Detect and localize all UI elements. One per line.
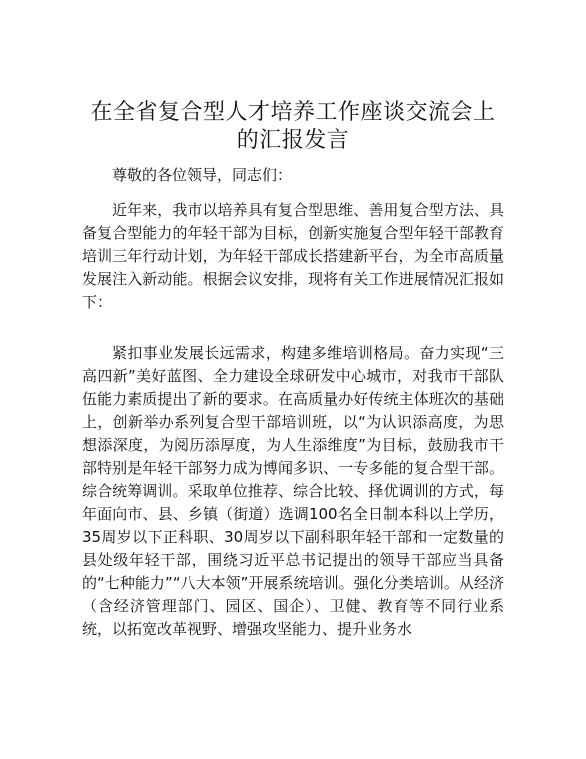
body-paragraph-1: 近年来，我市以培养具有复合型思维、善用复合型方法、具备复合型能力的年轻干部为目标，创新实施复合型年轻干部教育培训三年行动计划，为年轻干部成长搭建新平台，为全市高质量发展注入新动能。根据会议安排，现将有关工作进展情况汇报如下：	[82, 201, 504, 311]
body-paragraph-2: 紧扣事业发展长远需求，构建多维培训格局。奋力实现“三高四新”美好蓝图、全力建设全球研发中心城市，对我市干部队伍能力素质提出了新的要求。在高质量办好传统主体班次的基础上，创新举办系列复合型干部培训班，以“为认识添高度，为思想添深度，为阅历添厚度，为人生添维度”为目标，鼓励我市干部特别是年轻干部努力成为博闻多识、一专多能的复合型干部。综合统筹调训。采取单位推荐、综合比较、择优调训的方式，每年面向市、县、乡镇（街道）选调100名全日制本科以上学历，35周岁以下正科职、30周岁以下副科职年轻干部和一定数量的县处级年轻干部，围绕习近平总书记提出的领导干部应当具备的“七种能力”“八大本领”开展系统培训。强化分类培训。从经济（含经济管理部门、园区、国企）、卫健、教育等不同行业系统，以拓宽改革视野、增强攻坚能力、提升业务水	[82, 344, 504, 638]
document-title: 在全省复合型人才培养工作座谈交流会上的汇报发言	[90, 100, 496, 153]
salutation: 尊敬的各位领导，同志们：	[112, 166, 293, 184]
